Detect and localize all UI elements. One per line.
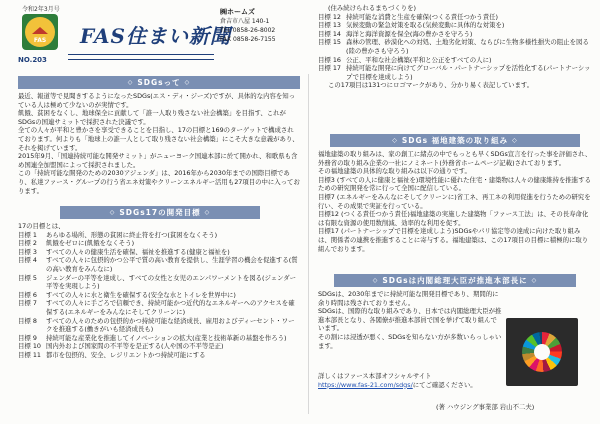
issue-number: NO.203 (18, 56, 47, 64)
intro-paragraph: 2015年9月、「国連持続可能な開発サミット」がニューヨーク国連本部に於て開かれ、和歌県も含め国連全加盟国によって採択されました。 (18, 152, 298, 169)
goal-11-continued: (住み続けられるまちづくりを) (328, 4, 416, 12)
column-divider (308, 74, 309, 414)
section-heading-sdgs-goals: ◇ SDGs17の開発目標 ◇ (60, 206, 260, 219)
sdgs-wheel-icon (522, 332, 562, 372)
minister-paragraph: SDGsは、国際的な取り組みであり、日本では内閣総理大臣が推進本部長となり、各閣僚が推進本部員で国を挙げて取り組んでいます。 (318, 307, 502, 333)
minister-text (318, 290, 502, 368)
fas-paragraph: 目標3 (すべての人に健康と福祉を)環境性能に優れた住宅・建築物は人々の健康維持を推進するための研究開発を常に行って全国に配信している。 (318, 175, 591, 193)
sdgs-intro-text (18, 92, 300, 202)
fas-initiatives-text (318, 150, 592, 272)
list-item: 目標 13 気候変動の緊急対策を取る(気候変動に具体的な対策を) (318, 21, 505, 30)
list-item: 目標 15 森林の管理、砂漠化への対処、土地劣化対策、ならびに生物多様性損失の阻止を図る(陸の豊かさも守ろう) (318, 38, 589, 55)
fas-paragraph: 目標7 (エネルギーをみんなにそしてクリーンに)省工ネ、再工ネの利用促進を行うための研究を行い、その成果で実証を行っている。 (318, 192, 591, 210)
fas-paragraph: その福地建築の具体的な取り組みは以下の通りです。 (318, 167, 471, 176)
official-site-link[interactable]: https://www.fas-21.com/sdgs/ (318, 380, 413, 389)
list-item: 目標 8 すべての人々のための包摂的かつ持続可能な経済成長、雇用およびディーセント・ワークを推進する(働きがいも経済成長も) (18, 316, 295, 334)
section-heading-sdgs-minister: ◇ SDGsは内閣総理大臣が推進本部長に ◇ (334, 274, 576, 287)
intro-paragraph: 最近、報道等で見聞きするようになったSDGs(エス・ディ・ジーズ)ですが、具体的な内容を知っている人は極めて少ないのが実情です。 (18, 92, 296, 109)
list-item: 目標 9 持続可能な産業化を推進してイノベーションの拡大(産業と技術革新の基盤を作ろう) (18, 333, 287, 342)
company-address: 倉吉市八屋 140-1 (220, 18, 270, 25)
issue-date: 令和2年3月号 (22, 6, 60, 13)
fas-paragraph: 目標12 (つくる責任つかう責任)福地建築の実施した建築物「ファース工法」は、その長寿命化は有限な資源の使用数削減、効率的な利用を促す。 (318, 210, 589, 227)
author-signature: (著 ハウジング事業部 岩山不二夫) (436, 403, 535, 411)
logo-text: FAS (33, 37, 47, 44)
list-item: 目標 6 すべての人々に水と衛生を確保する(安全な水とトイレを世界中に) (18, 290, 236, 299)
list-item: 目標 1 あらゆる場所、形態の貧困に終止符を打つ(貧困をなくそう) (18, 230, 218, 239)
official-site-note (318, 372, 592, 400)
company-tel: TEL 0858-26-8002 (220, 27, 276, 34)
fas-paragraph: 福地建築の取り組みは、家の創工に緒点の中でもっとも早くSDGs宣言を行った事を評価され、外務省の取り組み企業の一社にノミネート(外務省ホームページ記載)されております。 (318, 150, 592, 167)
goals-intro: 17の目標とは、 (18, 222, 65, 230)
company-info (220, 8, 316, 44)
list-item: 目標 14 海洋と海洋資源を保全(海の豊かさを守ろう) (318, 29, 473, 38)
list-item: 目標 4 すべての人々に包摂的かつ公平で質の高い教育を提供し、生涯学習の機会を促進する(質の高い教育をみんなに) (18, 256, 298, 273)
list-item: 目標 10 国内外および国家間の不平等を是正する(人や国の不平等是正) (18, 342, 224, 351)
intro-paragraph: 全ての人々が平和と豊かさを享受できることを目指し、17の目標と169のターゲットで構成されております。何よりも「地球上の誰一人として取り残さない社会構築」にこそ大きな意義があり、それを掲げています。 (18, 126, 299, 152)
company-fax: FAX 0858-26-7155 (220, 36, 276, 43)
minister-paragraph: SDGsは、2030年までに持続可能な開発目標であり、期間的に余り時間は残されておりません。 (318, 290, 499, 307)
list-item: 目標 3 すべての人々の健康生活を確保、福祉を推進する(健康と福祉を) (18, 247, 230, 256)
goals-list (18, 222, 300, 418)
list-item: 目標 7 すべての人々に手ごろで信頼でき、持続可能かつ近代的なエネルギーへのアクセスを確保する(エネルギーをみんなにそしてクリーンに) (18, 299, 295, 316)
company-name: ㈱ホームズ (220, 8, 255, 16)
goals-summary: この17項目は131つにロゴマークがあり、分かり易く表記しています。 (328, 81, 534, 90)
list-item: 目標 5 ジェンダーの平等を達成し、すべての女性と女児のエンパワーメントを図る(ジェンダー平等を実現しよう) (18, 273, 297, 291)
list-item: 目標 17 持続可能な開発に向けてグローバル・パートナーシップを活性化する(パートナーシップで目標を達成しよう) (318, 64, 591, 81)
list-item: 目標 2 飢餓をゼロに(飢餓をなくそう) (18, 239, 135, 248)
goals-list-continued (318, 4, 592, 134)
company-logo (22, 14, 58, 50)
fas-paragraph: 目標17 (パートナーシップで目標を達成しよう)SDGsやパリ協定等の達成に向けた取り組みは、関係者の連携を推進することに寄与する。福地建築は、この17項目の目標に積極的に取り組んでおります。 (318, 227, 589, 253)
minister-paragraph: その割には浸透が悪く、SDGsを知らない方が多数いらっしゃいます。 (318, 332, 502, 350)
list-item: 目標 16 公正、平和な社会構築(平和と公正をすべての人に) (318, 55, 492, 64)
official-site-label: 詳しくはファース本部オフシャルサイト (318, 372, 432, 380)
header (8, 4, 314, 70)
intro-paragraph: この「持続可能な開発のための2030アジェンダ」は、2016年から2030年までの国際目標であり、私達ファース・グループの行う省エネ対策やクリーンエネルギー活用も27項目の中に入っております。 (18, 169, 300, 195)
newsletter-title: FAS住まい新聞 (80, 24, 231, 48)
section-heading-sdgs-about: ◇ SDGsって ◇ (18, 76, 300, 89)
list-item: 目標 11 都市を包摂的、安全、レジリエントかつ持続可能にする (18, 350, 206, 359)
list-item: 目標 12 持続可能な消費と生産を確保(つくる責任つかう責任) (318, 12, 498, 21)
link-suffix: にてご確認ください。 (412, 380, 477, 389)
title-underline (68, 54, 214, 60)
intro-paragraph: 飢餓、貧困をなくし、地球保全に貢献して「誰一人取り残さない社会構築」を目指す、これがSDGsの国連サミットで採択された決議です。 (18, 109, 286, 126)
section-heading-sdgs-fas: ◇ SDGs 福地建築の取り組み ◇ (330, 134, 580, 147)
